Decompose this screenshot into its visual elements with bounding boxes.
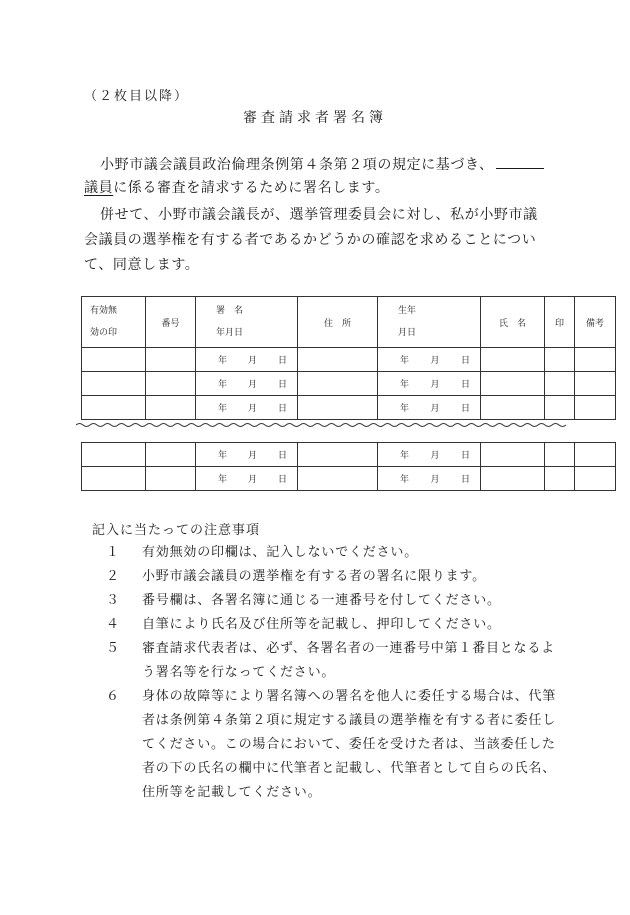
- paragraph-2-line-3: て、同意します。: [84, 257, 200, 273]
- date-month: 月: [247, 404, 257, 414]
- cell-remarks[interactable]: [575, 467, 616, 491]
- member-name-blank: [496, 152, 544, 169]
- cell-birth-date[interactable]: [378, 372, 481, 396]
- cell-sign-date[interactable]: [196, 372, 298, 396]
- header-sign-date: [196, 297, 298, 348]
- table-row: [82, 372, 616, 396]
- notes-list: [92, 541, 560, 805]
- cell-number[interactable]: [146, 467, 196, 491]
- date-month: 月: [247, 356, 257, 366]
- paragraph-1-rest: に係る審査を請求するために署名します。: [113, 180, 390, 196]
- item-number: ６: [106, 689, 120, 704]
- cell-remarks[interactable]: [575, 443, 616, 467]
- date-month: 月: [247, 380, 257, 390]
- cell-name[interactable]: [481, 372, 545, 396]
- item-number: ２: [106, 569, 120, 584]
- date-day: 日: [277, 380, 287, 390]
- date-day: 日: [277, 451, 287, 461]
- date-month: 月: [430, 404, 440, 414]
- cell-sign-date[interactable]: [196, 348, 298, 372]
- date-year: 年: [400, 356, 410, 366]
- paragraph-1-line-1: [100, 152, 544, 177]
- date-year: 年: [218, 404, 228, 414]
- date-year: 年: [218, 380, 228, 390]
- item-number: ５: [106, 641, 120, 656]
- cell-address[interactable]: [298, 372, 378, 396]
- date-year: 年: [218, 451, 228, 461]
- table-break-wave: [76, 418, 566, 432]
- date-year: 年: [400, 404, 410, 414]
- date-day: 日: [277, 356, 287, 366]
- cell-name[interactable]: [481, 467, 545, 491]
- header-sign-line2: 年月日: [216, 328, 244, 338]
- date-year: 年: [400, 475, 410, 485]
- header-address: 住 所: [298, 297, 378, 348]
- header-number: 番号: [146, 297, 196, 348]
- signature-table-top: [81, 296, 616, 420]
- date-month: 月: [430, 380, 440, 390]
- page-note: （２枚目以降）: [84, 89, 190, 104]
- cell-valid[interactable]: [82, 396, 146, 420]
- date-day: 日: [460, 356, 470, 366]
- date-month: 月: [430, 356, 440, 366]
- item-text: 有効無効の印欄は、記入しないでください。: [142, 545, 419, 560]
- cell-name[interactable]: [481, 348, 545, 372]
- table-row: [82, 348, 616, 372]
- date-day: 日: [460, 451, 470, 461]
- notes-heading: 記入に当たっての注意事項: [92, 523, 261, 538]
- list-item: [92, 637, 560, 685]
- cell-sign-date[interactable]: [196, 467, 298, 491]
- table-row: [82, 467, 616, 491]
- item-number: １: [106, 545, 120, 560]
- cell-seal[interactable]: [545, 372, 575, 396]
- date-year: 年: [400, 451, 410, 461]
- header-seal: 印: [545, 297, 575, 348]
- cell-valid[interactable]: [82, 372, 146, 396]
- table-row: [82, 443, 616, 467]
- table-row: [82, 396, 616, 420]
- table-header-row: [82, 297, 616, 348]
- date-day: 日: [460, 404, 470, 414]
- date-year: 年: [400, 380, 410, 390]
- cell-number[interactable]: [146, 443, 196, 467]
- date-month: 月: [247, 475, 257, 485]
- cell-seal[interactable]: [545, 467, 575, 491]
- paragraph-2-line-2: 会議員の選挙権を有する者であるかどうかの確認を求めることについ: [84, 232, 537, 248]
- item-text: 番号欄は、各署名簿に通じる一連番号を付してください。: [142, 593, 501, 608]
- header-sign-line1: 署 名: [216, 306, 244, 316]
- date-day: 日: [277, 475, 287, 485]
- date-year: 年: [218, 356, 228, 366]
- cell-number[interactable]: [146, 348, 196, 372]
- header-valid: [82, 297, 146, 348]
- date-day: 日: [277, 404, 287, 414]
- cell-birth-date[interactable]: [378, 443, 481, 467]
- item-text: 自筆により氏名及び住所等を記載し、押印してください。: [142, 617, 501, 632]
- header-birth-line1: 生年: [398, 306, 417, 316]
- cell-number[interactable]: [146, 372, 196, 396]
- date-month: 月: [247, 451, 257, 461]
- item-text: 身体の故障等により署名簿への署名を他人に委任する場合は、代筆者は条例第４条第２項に規定する議員の選挙権を有する者に委任してください。この場合において、委任を受けた者は、当該委任した者の下の氏名の欄中に代筆者と記載し、代筆者として自らの氏名、住所等を記載してください。: [142, 689, 557, 800]
- date-month: 月: [430, 475, 440, 485]
- cell-sign-date[interactable]: [196, 396, 298, 420]
- cell-name[interactable]: [481, 443, 545, 467]
- date-year: 年: [218, 475, 228, 485]
- header-birth-line2: 月日: [398, 328, 417, 338]
- header-valid-line2: 効の印: [90, 328, 118, 338]
- cell-valid[interactable]: [82, 467, 146, 491]
- cell-valid[interactable]: [82, 443, 146, 467]
- list-item: [92, 613, 560, 637]
- cell-seal[interactable]: [545, 396, 575, 420]
- item-text: 審査請求代表者は、必ず、各署名者の一連番号中第１番目となるよう署名等を行なってください。: [142, 641, 555, 680]
- header-birth: [378, 297, 481, 348]
- header-remarks: 備考: [575, 297, 616, 348]
- header-valid-line1: 有効無: [90, 306, 118, 316]
- cell-number[interactable]: [146, 396, 196, 420]
- list-item: [92, 685, 560, 805]
- cell-birth-date[interactable]: [378, 396, 481, 420]
- cell-address[interactable]: [298, 467, 378, 491]
- list-item: [92, 541, 560, 565]
- list-item: [92, 565, 560, 589]
- cell-seal[interactable]: [545, 348, 575, 372]
- signature-table-bottom: [81, 442, 616, 491]
- cell-sign-date[interactable]: [196, 443, 298, 467]
- date-month: 月: [430, 451, 440, 461]
- header-name: 氏 名: [481, 297, 545, 348]
- cell-valid[interactable]: [82, 348, 146, 372]
- cell-seal[interactable]: [545, 443, 575, 467]
- item-text: 小野市議会議員の選挙権を有する者の署名に限ります。: [142, 569, 486, 584]
- item-number: ４: [106, 617, 120, 632]
- cell-address[interactable]: [298, 396, 378, 420]
- date-day: 日: [460, 475, 470, 485]
- paragraph-1-line-2: [84, 176, 389, 200]
- member-word: 議員: [84, 180, 114, 196]
- cell-remarks[interactable]: [575, 396, 616, 420]
- item-number: ３: [106, 593, 120, 608]
- cell-birth-date[interactable]: [378, 467, 481, 491]
- cell-name[interactable]: [481, 396, 545, 420]
- date-day: 日: [460, 380, 470, 390]
- cell-address[interactable]: [298, 348, 378, 372]
- document-title: 審査請求者署名簿: [243, 110, 387, 126]
- list-item: [92, 589, 560, 613]
- paragraph-1-text: 小野市議会議員政治倫理条例第４条第２項の規定に基づき、: [100, 157, 494, 173]
- cell-remarks[interactable]: [575, 348, 616, 372]
- cell-remarks[interactable]: [575, 372, 616, 396]
- cell-address[interactable]: [298, 443, 378, 467]
- cell-birth-date[interactable]: [378, 348, 481, 372]
- paragraph-2-line-1: 併せて、小野市議会議長が、選挙管理委員会に対し、私が小野市議: [100, 207, 538, 223]
